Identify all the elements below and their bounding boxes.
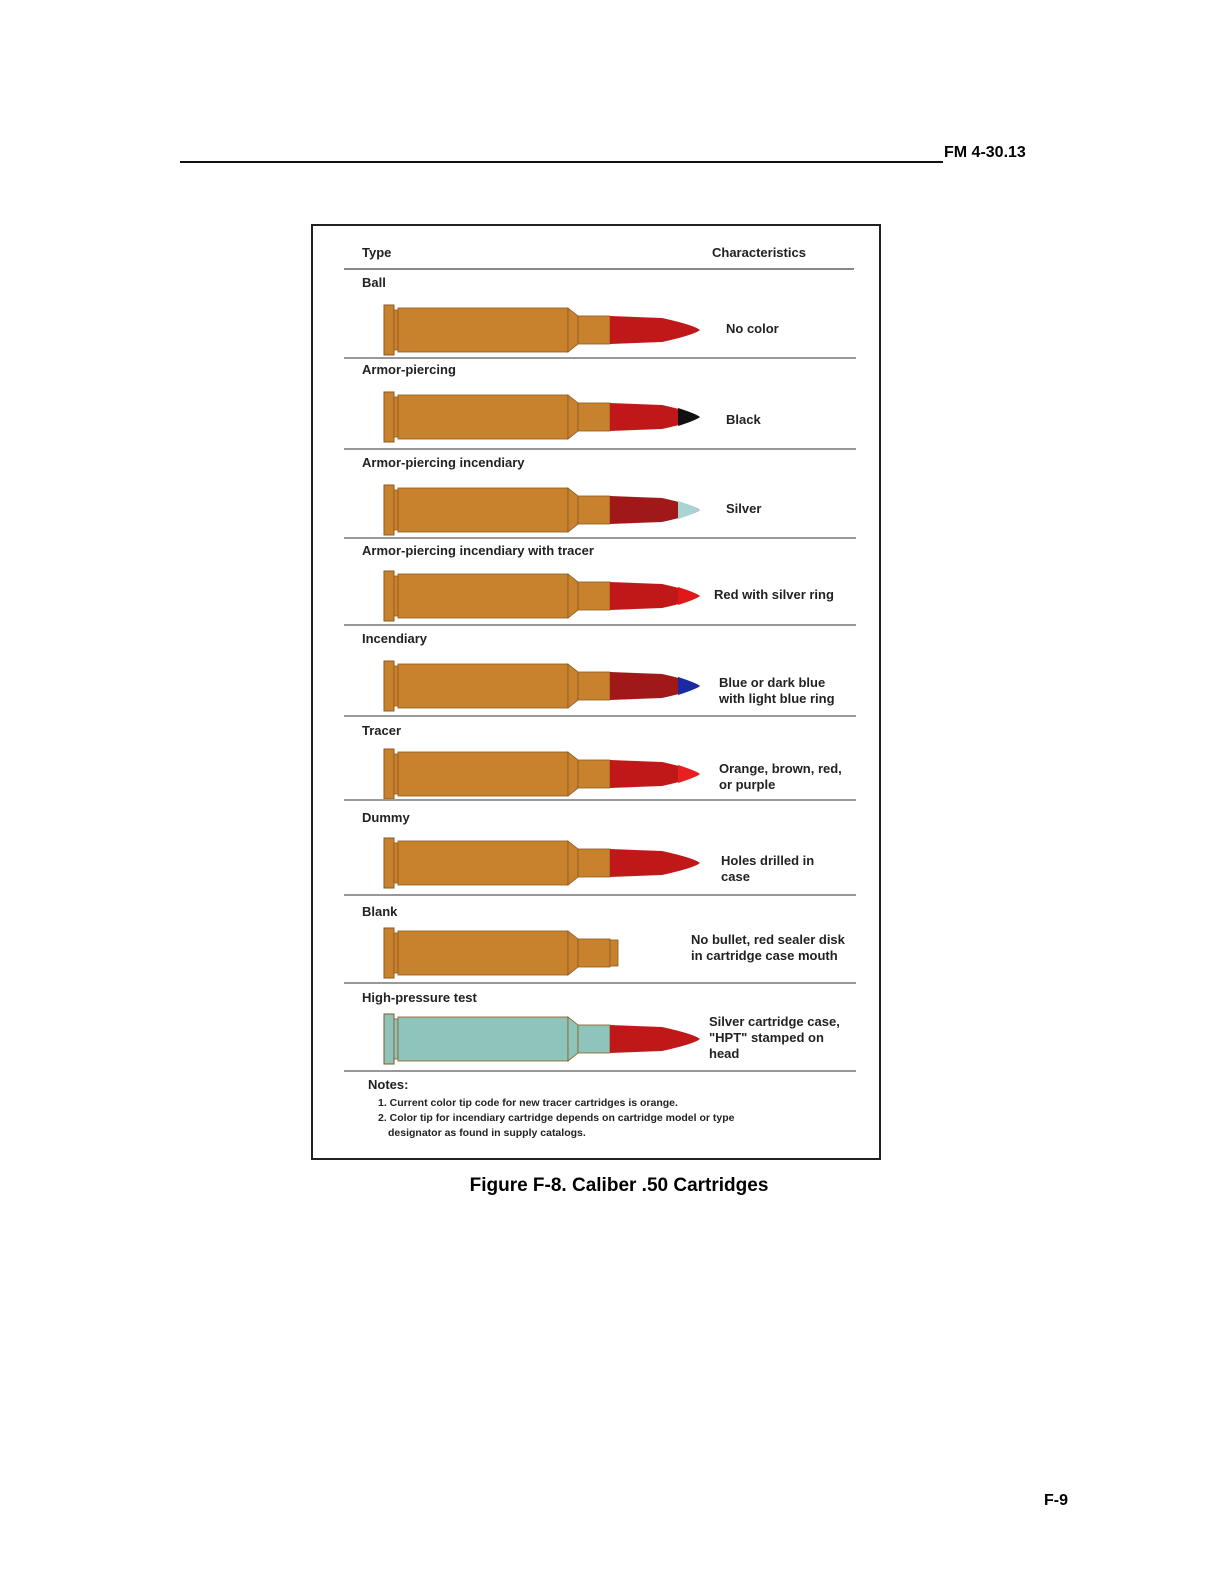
- cartridge-illustration: [382, 659, 702, 713]
- cartridge-characteristic: Silver cartridge case, "HPT" stamped on head: [709, 1014, 840, 1061]
- notes-title: Notes:: [368, 1077, 409, 1092]
- cartridge-illustration: [382, 390, 702, 444]
- row-divider: [344, 537, 856, 539]
- row-divider: [344, 448, 856, 450]
- cartridge-type-label: Dummy: [362, 810, 410, 825]
- cartridge-characteristic: Silver: [726, 501, 762, 516]
- cartridge-illustration: [382, 569, 702, 623]
- note-2-continued: designator as found in supply catalogs.: [388, 1127, 586, 1139]
- row-divider: [344, 357, 856, 359]
- cartridge-type-label: Armor-piercing incendiary with tracer: [362, 543, 594, 558]
- cartridge-characteristic: Red with silver ring: [714, 587, 834, 602]
- cartridge-type-label: Armor-piercing incendiary: [362, 455, 525, 470]
- cartridge-characteristic: No bullet, red sealer disk in cartridge case mouth: [691, 932, 845, 963]
- cartridge-characteristic: Black: [726, 412, 761, 427]
- document-id: FM 4-30.13: [944, 144, 1026, 161]
- cartridge-illustration: [382, 926, 702, 980]
- note-2: 2. Color tip for incendiary cartridge depends on cartridge model or type: [378, 1112, 735, 1124]
- cartridge-characteristic: No color: [726, 321, 779, 336]
- cartridge-illustration: [382, 747, 702, 801]
- cartridge-type-label: Incendiary: [362, 631, 428, 646]
- header-rule: [180, 161, 943, 163]
- row-divider: [344, 715, 856, 717]
- cartridge-characteristic: Holes drilled in case: [721, 853, 815, 884]
- row-divider: [344, 624, 856, 626]
- cartridge-illustration: [382, 483, 702, 537]
- row-divider: [344, 1070, 856, 1072]
- cartridge-illustration: [382, 303, 702, 357]
- column-header-rule: [344, 268, 854, 270]
- notes-block: [368, 1077, 734, 1141]
- cartridge-illustration: [382, 1012, 702, 1066]
- note-1: 1. Current color tip code for new tracer cartridges is orange.: [378, 1097, 678, 1109]
- page-number: F-9: [1044, 1492, 1068, 1509]
- cartridge-type-label: Ball: [362, 275, 386, 290]
- cartridge-type-label: High-pressure test: [362, 990, 477, 1005]
- cartridge-characteristic: Blue or dark blue with light blue ring: [719, 675, 835, 706]
- figure-caption: Figure F-8. Caliber .50 Cartridges: [469, 1175, 769, 1196]
- column-header-characteristics: Characteristics: [712, 245, 806, 260]
- cartridge-type-label: Blank: [362, 904, 398, 919]
- cartridge-type-label: Tracer: [362, 723, 402, 738]
- row-divider: [344, 982, 856, 984]
- cartridge-characteristic: Orange, brown, red, or purple: [719, 761, 842, 792]
- cartridge-illustration: [382, 836, 702, 890]
- cartridge-type-label: Armor-piercing: [362, 362, 456, 377]
- column-header-type: Type: [362, 245, 392, 260]
- row-divider: [344, 799, 856, 801]
- row-divider: [344, 894, 856, 896]
